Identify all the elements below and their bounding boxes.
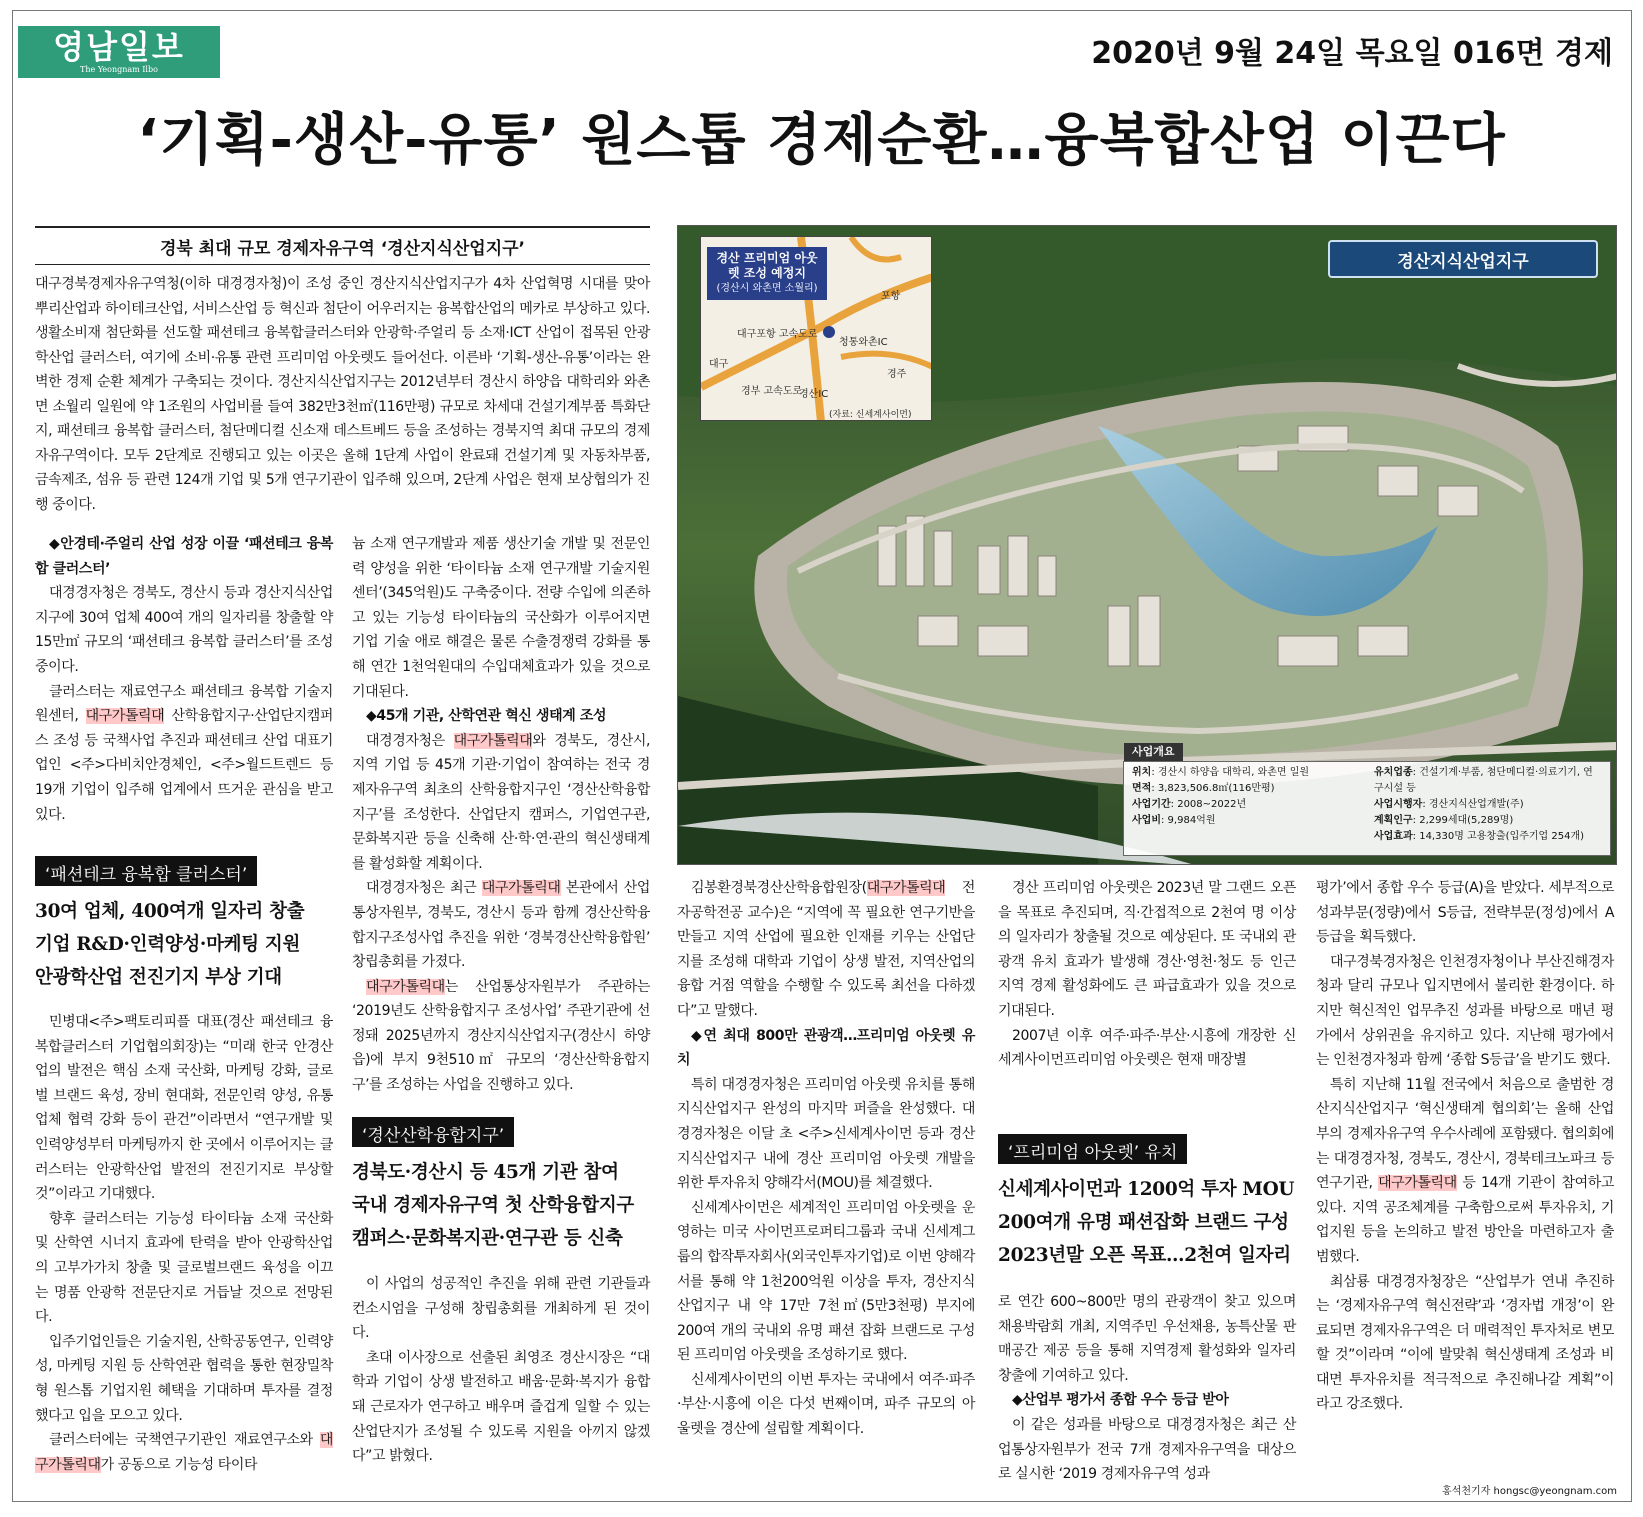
- deck-line: 안광학산업 전진기지 부상 기대: [35, 967, 282, 988]
- logo-text: 영남일보: [53, 28, 185, 66]
- paragraph: 2007년 이후 여주·파주·부산·시흥에 개장한 신세계사이먼프리미엄 아웃렛은 현재 매장별: [998, 1027, 1296, 1069]
- overview-left: [1132, 765, 1360, 845]
- article-column-2: [352, 532, 650, 1098]
- article-column-4: [998, 876, 1296, 1073]
- map-label: 포항: [881, 291, 901, 302]
- map-label: 경주: [887, 369, 907, 380]
- paragraph: 대구경북경자청은 인천경자청이나 부산진해경자청과 달리 규모나 입지면에서 불리한 환경이다. 하지만 혁신적인 업무추진 성과를 바탕으로 매년 평가에서 상위권을 유지하고 있다. 지난해 평가에서는 인천경자청과 함께 ‘종합 S등급’을 받기도 했다.: [1316, 953, 1614, 1069]
- paragraph: 김봉환경북경산산학융합원장(대구가톨릭대 전자공학전공 교수)은 “지역에 꼭 필요한 연구기반을 만들고 지역 산업에 필요한 인재를 키우는 산업단지를 조성해 대학과 기업이 상생 발전, 지역산업의 융합 거점 역할을 수행할 수 있도록 최선을 다하겠다”고 말했다.: [677, 880, 975, 1019]
- paragraph: 특히 지난해 11월 전국에서 처음으로 출범한 경산지식산업지구 ‘혁신생태계 협의회’는 올해 산업부의 경제자유구역 우수사례에 포함됐다. 협의회에는 대경경자청, 경북도, 경산시, 경북테크노파크 등 연구기관, 대구가톨릭대 등 14개 기관이 참여하고 있다. 지역 공조체계를 구축함으로써 투자유치, 기업지원 등을 논의하고 발전 방안을 마련하고자 출범했다.: [1316, 1076, 1614, 1265]
- paragraph: 최삼룡 대경경자청장은 “산업부가 연내 추진하는 ‘경제자유구역 혁신전략’과 ‘경자법 개정’이 완료되면 경제자유구역은 더 매력적인 투자처로 변모할 것”이라며 “이에 발맞춰 혁신생태계 조성과 비대면 투자유치를 적극적으로 추진해나갈 계획”이라고 강조했다.: [1316, 1273, 1614, 1413]
- overview-right: [1374, 765, 1602, 845]
- overview-row: 계획인구: 2,299세대(5,289명): [1374, 815, 1514, 826]
- map-label: 청통와촌IC: [839, 337, 888, 348]
- location-inset-map: [700, 236, 932, 421]
- section-tag: ‘프리미엄 아웃렛’ 유치: [998, 1134, 1187, 1164]
- article-column-1b: [35, 1010, 333, 1477]
- overview-row: 유치업종: 건설기계·부품, 첨단메디컬·의료기기, 연구시설 등: [1374, 767, 1593, 794]
- deck: [998, 1173, 1294, 1272]
- dateline: 2020년 9월 24일 목요일 016면 경제: [1091, 36, 1613, 71]
- overview-row: 사업비: 9,984억원: [1132, 815, 1216, 826]
- deck-line: 경북도·경산시 등 45개 기관 참여: [352, 1162, 619, 1183]
- byline: 홍석천기자 hongsc@yeongnam.com: [1442, 1486, 1617, 1497]
- deck-line: 기업 R&D·인력양성·마케팅 지원: [35, 934, 301, 955]
- paragraph: 향후 클러스터는 기능성 타이타늄 소재 국산화 및 산학연 시너지 효과에 탄력을 받아 안광학산업의 고부가가치 창출 및 글로벌브랜드 육성을 이끄는 명품 안광학 전문단지로 거듭날 것으로 전망된다.: [35, 1210, 333, 1326]
- paragraph: 평가’에서 종합 우수 등급(A)을 받았다. 세부적으로 성과부문(정량)에서 S등급, 전략부문(정성)에서 A등급을 획득했다.: [1316, 880, 1614, 946]
- paragraph: 신세계사이먼의 이번 투자는 국내에서 여주·파주·부산·시흥에 이은 다섯 번째이며, 파주 규모의 아울렛을 경산에 설립할 계획이다.: [677, 1371, 975, 1438]
- deck: [35, 895, 304, 994]
- deck-line: 신세계사이먼과 1200억 투자 MOU: [998, 1179, 1295, 1200]
- paragraph: 클러스터는 재료연구소 패션테크 융복합 기술지원센터, 대구가톨릭대 산학융합지구·산업단지캠퍼스 조성 등 국책사업 추진과 패션테크 산업 대표기업인 <주>다비치안경체인, <주>월드트렌드 등 19개 기업이 입주해 업계에서 뜨거운 관심을 받고 있다.: [35, 683, 333, 823]
- section-tag: ‘패션테크 융복합 클러스터’: [35, 856, 257, 886]
- deck-line: 200여개 유명 패션잡화 브랜드 구성: [998, 1212, 1289, 1233]
- subhead: ◆산업부 평가서 종합 우수 등급 받아: [1012, 1392, 1229, 1409]
- highlighted-text: 대구가톨릭대: [35, 1432, 333, 1473]
- map-label: 경산IC: [799, 389, 829, 400]
- subhead: ◆45개 기관, 산학연관 혁신 생태계 조성: [366, 708, 607, 725]
- paragraph: 민병대<주>팩토리피플 대표(경산 패션테크 융복합클러스터 기업협의회장)는 “미래 한국 안경산업의 발전은 핵심 소재 국산화, 마케팅 강화, 글로벌 브랜드 육성, 장비 현대화, 전문인력 양성, 유통업체 협력 강화 등이 관건”이라면서 “연구개발 및 인력양성부터 마케팅까지 한 곳에서 이루어지는 클러스터는 안광학산업 발전의 전진기지로 부상할 것”이라고 기대했다.: [35, 1014, 333, 1203]
- inset-title-text: 경산 프리미엄 아웃렛 조성 예정지: [716, 251, 818, 280]
- highlighted-text: 대구가톨릭대: [1378, 1175, 1457, 1192]
- aerial-rendering-image: [677, 225, 1617, 865]
- kicker: 경북 최대 규모 경제자유구역 ‘경산지식산업지구’: [35, 226, 650, 265]
- subhead: ◆연 최대 800만 관광객…프리미엄 아웃렛 유치: [677, 1027, 975, 1069]
- photo-label: 경산지식산업지구: [1328, 240, 1598, 278]
- paragraph: 대경경자청은 경북도, 경산시 등과 경산지식산업지구에 30여 업체 400여 개의 일자리를 창출할 약 15만㎡ 규모의 ‘패션테크 융복합 클러스터’를 조성 중이다.: [35, 585, 333, 675]
- paragraph: 이 사업의 성공적인 추진을 위해 관련 기관들과 컨소시엄을 구성해 창립총회를 개최하게 된 것이다.: [352, 1276, 650, 1342]
- paragraph: 초대 이사장으로 선출된 최영조 경산시장은 “대학과 기업이 상생 발전하고 배움·문화·복지가 융합돼 근로자가 연구하고 배우며 즐겁게 일할 수 있는 산업단지가 조성될 수 있도록 지원을 아끼지 않겠다”고 밝혔다.: [352, 1349, 650, 1465]
- paragraph: 대경경자청은 대구가톨릭대와 경북도, 경산시, 지역 기업 등 45개 기관·기업이 참여하는 전국 경제자유구역 최초의 산학융합지구인 ‘경산산학융합지구’를 조성한다. 산업단지 캠퍼스, 기업연구관, 문화복지관 등을 신축해 산·학·연·관의 혁신생태계를 활성화할 계획이다.: [352, 732, 650, 872]
- inset-title-sub: (경산시 와촌면 소월리): [716, 283, 818, 294]
- article-column-4b: [998, 1290, 1296, 1487]
- paragraph: 신세계사이먼은 세계적인 프리미엄 아웃렛을 운영하는 미국 사이먼프로퍼티그룹과 국내 신세계그룹의 합작투자회사(외국인투자기업)로 이번 양해각서를 통해 약 1천200억원 이상을 투자, 경산지식산업지구 내 약 17만 7천㎡(5만3천평) 부지에 200여 개의 국내외 유명 패션 잡화 브랜드로 구성된 프리미엄 아웃렛을 조성하기로 했다.: [677, 1199, 975, 1364]
- overview-row: 사업시행자: 경산지식산업개발(주): [1374, 799, 1524, 810]
- overview-row: 면적: 3,823,506.8㎡(116만평): [1132, 783, 1275, 794]
- headline: ‘기획-생산-유통’ 원스톱 경제순환…융복합산업 이끈다: [137, 108, 1506, 173]
- paragraph: 대경경자청은 최근 대구가톨릭대 본관에서 산업통상자원부, 경북도, 경산시 등과 함께 경산산학융합지구조성사업 추진을 위한 ‘경북경산산학융합원’ 창립총회를 가졌다.: [352, 880, 650, 971]
- highlighted-text: 대구가톨릭대: [866, 880, 946, 896]
- paragraph: 늄 소재 연구개발과 제품 생산기술 개발 및 전문인력 양성을 위한 ‘타이타늄 소재 연구개발 기술지원센터’(345억원)도 구축중이다. 전량 수입에 의존하고 있는 기능성 타이타늄의 국산화가 이루어지면 기업 기술 애로 해결은 물론 수출경쟁력 강화를 통해 연간 1천억원대의 수입대체효과가 있을 것으로 기대된다.: [352, 536, 650, 700]
- paragraph: 대구가톨릭대는 산업통상자원부가 주관하는 ‘2019년도 산학융합지구 조성사업’ 주관기관에 선정돼 2025년까지 경산지식산업지구(경산시 하양읍)에 부지 9천510㎡ 규모의 ‘경산산학융합지구’를 조성하는 사업을 진행하고 있다.: [352, 978, 650, 1094]
- article-column-2b: [352, 1272, 650, 1469]
- paragraph: 로 연간 600~800만 명의 관광객이 찾고 있으며 채용박람회 개최, 지역주민 우선채용, 농특산물 판매공간 제공 등을 통해 지역경제 활성화와 일자리 창출에 기여하고 있다.: [998, 1294, 1296, 1384]
- overview-title: 사업개요: [1124, 743, 1183, 761]
- paragraph: 특히 대경경자청은 프리미엄 아웃렛 유치를 통해 지식산업지구 완성의 마지막 퍼즐을 완성했다. 대경경자청은 이달 초 <주>신세계사이먼 등과 경산지식산업지구 내에 경산 프리미엄 아웃렛 개발을 위한 투자유치 양해각서(MOU)를 체결했다.: [677, 1076, 975, 1192]
- deck-line: 30여 업체, 400여개 일자리 창출: [35, 901, 305, 922]
- highlighted-text: 대구가톨릭대: [453, 732, 533, 749]
- map-label: 대구포항 고속도로: [737, 329, 818, 340]
- overview-row: 위치: 경산시 하양읍 대학리, 와촌면 일원: [1132, 767, 1310, 778]
- overview-row: 사업기간: 2008~2022년: [1132, 799, 1247, 810]
- article-column-1: [35, 532, 333, 827]
- highlighted-text: 대구가톨릭대: [481, 880, 561, 897]
- paragraph: 입주기업인들은 기술지원, 산학공동연구, 인력양성, 마케팅 지원 등 산학연관 협력을 통한 현장밀착형 원스톱 기업지원 혜택을 기대하며 투자를 결정했다고 입을 모으고 있다.: [35, 1333, 333, 1424]
- deck-line: 2023년말 오픈 목표…2천여 일자리: [998, 1245, 1291, 1266]
- deck: [352, 1156, 634, 1255]
- deck-line: 캠퍼스·문화복지관·연구관 등 신축: [352, 1228, 623, 1249]
- section-tag: ‘경산산학융합지구’: [352, 1117, 514, 1147]
- paragraph: 클러스터에는 국책연구기관인 재료연구소와 대구가톨릭대가 공동으로 기능성 타이타: [35, 1432, 333, 1473]
- inset-title: [707, 247, 827, 300]
- subhead: ◆안경테·주얼리 산업 성장 이끌 ‘패션테크 융복합 클러스터’: [35, 536, 333, 577]
- map-label: 대구: [709, 359, 729, 370]
- article-column-5: [1316, 876, 1614, 1417]
- map-source: (자료: 신세계사이먼): [829, 410, 912, 420]
- article-column-3: [677, 876, 975, 1442]
- masthead-logo: [18, 26, 220, 78]
- paragraph: 경산 프리미엄 아웃렛은 2023년 말 그랜드 오픈을 목표로 추진되며, 직·간접적으로 2천여 명 이상의 일자리가 창출될 것으로 예상된다. 또 국내외 관광객 유치 효과가 발생해 경산·영천·청도 등 인근 지역 경제 활성화에도 큰 파급효과가 있을 것으로 기대된다.: [998, 880, 1296, 1019]
- lead-paragraph: 대구경북경제자유구역청(이하 대경경자청)이 조성 중인 경산지식산업지구가 4차 산업혁명 시대를 맞아 뿌리산업과 하이테크산업, 서비스산업 등 혁신과 첨단이 어우러지는 융복합산업의 메카로 부상하고 있다. 생활소비재 첨단화를 선도할 패션테크 융복합클러스터와 안광학·주얼리 등 소재·ICT 산업이 접목된 안광학산업 클러스터, 여기에 소비·유통 관련 프리미엄 아웃렛도 들어선다. 이른바 ‘기획-생산-유통’이라는 완벽한 경제 순환 체계가 구축되는 것이다. 경산지식산업지구는 2012년부터 경산시 하양읍 대학리와 와촌면 소월리 일원에 약 1조원의 사업비를 들여 382만3천㎡(116만평) 규모로 차세대 건설기계부품 특화단지, 패션테크 융복합 클러스터, 첨단메디컬 신소재 데스트베드 등을 조성하는 경북지역 최대 규모의 경제자유구역이다. 모두 2단계로 진행되고 있는 이곳은 올해 1단계 사업이 완료돼 건설기계 및 자동차부품, 금속제조, 섬유 등 관련 124개 기업 및 5개 연구기관이 입주해 있으며, 2단계 사업은 현재 보상협의가 진행 중이다.: [35, 276, 650, 513]
- highlighted-text: 대구가톨릭대: [85, 708, 165, 725]
- logo-subtext: The Yeongnam Ilbo: [80, 65, 158, 74]
- deck-line: 국내 경제자유구역 첫 산학융합지구: [352, 1195, 634, 1216]
- map-label: 경부 고속도로: [741, 386, 803, 397]
- project-overview-box: [1123, 745, 1611, 856]
- overview-row: 사업효과: 14,330명 고용창출(입주기업 254개): [1374, 831, 1585, 842]
- highlighted-text: 대구가톨릭대: [366, 978, 445, 995]
- paragraph: 이 같은 성과를 바탕으로 대경경자청은 최근 산업통상자원부가 전국 7개 경제자유구역을 대상으로 실시한 ‘2019 경제자유구역 성과: [998, 1416, 1296, 1483]
